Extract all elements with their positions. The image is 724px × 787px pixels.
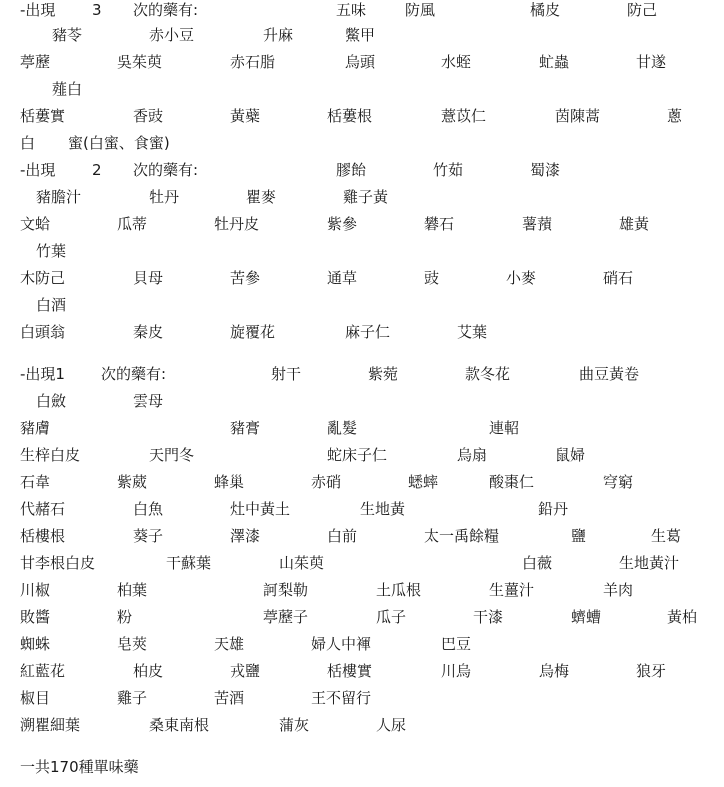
herb-name: 秦皮 — [133, 323, 164, 341]
herb-name: 溯瞿細葉 — [20, 716, 81, 734]
herb-name: 茵陳蒿 — [555, 107, 601, 125]
herb-row — [0, 581, 724, 608]
herb-name: 黃蘗 — [230, 107, 261, 125]
herb-name: 雄黃 — [619, 215, 650, 233]
herb-name: 蔥 — [667, 107, 683, 125]
herb-name: 雞子黃 — [343, 188, 389, 206]
total-count-line — [0, 758, 724, 785]
herb-name: 烏扇 — [457, 446, 488, 464]
herb-name: 生葛 — [651, 527, 682, 545]
herb-name: 巴豆 — [441, 635, 472, 653]
section-heading-line — [0, 1, 724, 28]
section-heading-text: 3 — [92, 1, 102, 19]
section-heading-line — [0, 365, 724, 392]
herb-name: 射干 — [271, 365, 302, 383]
herb-name: 通草 — [327, 269, 358, 287]
herb-name: 文蛤 — [20, 215, 51, 233]
herb-name: 蜜(白蜜、食蜜) — [68, 134, 170, 152]
herb-name: 柏葉 — [117, 581, 148, 599]
herb-name: 穹窮 — [603, 473, 634, 491]
herb-name: 苦參 — [230, 269, 261, 287]
herb-name: 生地黃汁 — [619, 554, 680, 572]
herb-name: 亂髮 — [327, 419, 358, 437]
herb-row — [0, 53, 724, 80]
herb-name: 艾葉 — [457, 323, 488, 341]
herb-name: 膠飴 — [336, 161, 367, 179]
herb-name: 甘李根白皮 — [20, 554, 96, 572]
herb-name: 栝蔞實 — [20, 107, 66, 125]
herb-name: 蜘蛛 — [20, 635, 51, 653]
herb-name: 紫參 — [327, 215, 358, 233]
herb-name: 太一禹餘糧 — [424, 527, 500, 545]
herb-name: 栝樓根 — [20, 527, 66, 545]
herb-row — [0, 527, 724, 554]
section-heading-text: 次的藥有: — [133, 1, 199, 19]
herb-name: 豬膽汁 — [36, 188, 82, 206]
herb-name: 升麻 — [263, 26, 294, 44]
herb-row — [0, 662, 724, 689]
herb-row — [0, 188, 724, 215]
herb-name: 牡丹皮 — [214, 215, 260, 233]
herb-name: 栝樓實 — [327, 662, 373, 680]
herb-name: 白斂 — [36, 392, 67, 410]
herb-name: 瞿麥 — [246, 188, 277, 206]
herb-name: 生地黃 — [360, 500, 406, 518]
herb-name: 紅藍花 — [20, 662, 66, 680]
herb-name: 川椒 — [20, 581, 51, 599]
herb-name: 蜂巢 — [214, 473, 245, 491]
herb-row — [0, 80, 724, 107]
herb-name: 鹽 — [571, 527, 587, 545]
herb-name: 鱉甲 — [345, 26, 376, 44]
section-heading-text: -出現 — [20, 1, 56, 19]
herb-name: 敗醬 — [20, 608, 51, 626]
herb-name: 紫葳 — [117, 473, 148, 491]
herb-name: 粉 — [117, 608, 133, 626]
herb-name: 干漆 — [473, 608, 504, 626]
herb-name: 防己 — [627, 1, 658, 19]
herb-row — [0, 500, 724, 527]
herb-name: 瓜蒂 — [117, 215, 148, 233]
herb-name: 石韋 — [20, 473, 51, 491]
herb-name: 豉 — [424, 269, 440, 287]
herb-name: 款冬花 — [465, 365, 511, 383]
herb-name: 干蘇葉 — [166, 554, 212, 572]
herb-name: 虻蟲 — [539, 53, 570, 71]
herb-name: 栝蔞根 — [327, 107, 373, 125]
herb-row — [0, 608, 724, 635]
herb-name: 白前 — [327, 527, 358, 545]
herb-name: 灶中黃土 — [230, 500, 291, 518]
herb-name: 牡丹 — [149, 188, 180, 206]
herb-name: 山茱萸 — [279, 554, 325, 572]
herb-row — [0, 392, 724, 419]
herb-name: 曲豆黃卷 — [579, 365, 640, 383]
herb-row — [0, 689, 724, 716]
herb-name: 桑東南根 — [149, 716, 210, 734]
section-heading-line — [0, 161, 724, 188]
herb-name: 水蛭 — [441, 53, 472, 71]
herb-name: 雞子 — [117, 689, 148, 707]
herb-name: 天雄 — [214, 635, 245, 653]
herb-name: 王不留行 — [311, 689, 372, 707]
herb-row — [0, 716, 724, 743]
herb-name: 赤石脂 — [230, 53, 276, 71]
herb-name: 白魚 — [133, 500, 164, 518]
herb-name: 蜀漆 — [530, 161, 561, 179]
herb-name: 柏皮 — [133, 662, 164, 680]
herb-name: 婦人中褌 — [311, 635, 372, 653]
herb-row — [0, 215, 724, 242]
section-heading-text: 2 — [92, 161, 102, 179]
herb-name: 生薑汁 — [489, 581, 535, 599]
herb-name: 瓜子 — [376, 608, 407, 626]
herb-name: 硝石 — [603, 269, 634, 287]
herb-name: 木防己 — [20, 269, 66, 287]
herb-name: 豬膏 — [230, 419, 261, 437]
herb-name: 白酒 — [36, 296, 67, 314]
herb-row — [0, 323, 724, 350]
herb-name: 烏頭 — [345, 53, 376, 71]
herb-row — [0, 107, 724, 134]
section-heading-text: -出現1 — [20, 365, 65, 383]
herb-name: 蒲灰 — [279, 716, 310, 734]
herb-name: 烏梅 — [539, 662, 570, 680]
herb-name: 薏苡仁 — [441, 107, 487, 125]
herb-row — [0, 242, 724, 269]
total-count-text: 一共170種單味藥 — [20, 758, 139, 776]
herb-name: 葶藶 — [20, 53, 51, 71]
herb-name: 白頭翁 — [20, 323, 66, 341]
herb-row — [0, 473, 724, 500]
herb-name: 薤白 — [52, 80, 83, 98]
herb-row — [0, 296, 724, 323]
herb-name: 薯蕷 — [522, 215, 553, 233]
herb-name: 人尿 — [376, 716, 407, 734]
herb-name: 防風 — [405, 1, 436, 19]
herb-name: 竹葉 — [36, 242, 67, 260]
herb-row — [0, 134, 724, 161]
herb-name: 貝母 — [133, 269, 164, 287]
herb-name: 五味 — [336, 1, 367, 19]
herb-row — [0, 635, 724, 662]
section-heading-text: 次的藥有: — [101, 365, 167, 383]
herb-name: 旋覆花 — [230, 323, 276, 341]
herb-name: 鉛丹 — [538, 500, 569, 518]
herb-name: 白 — [20, 134, 36, 152]
herb-name: 豬苓 — [52, 26, 83, 44]
section-heading-text: 次的藥有: — [133, 161, 199, 179]
herb-row — [0, 554, 724, 581]
herb-name: 天門冬 — [149, 446, 195, 464]
herb-name: 礬石 — [424, 215, 455, 233]
herb-name: 鼠婦 — [555, 446, 586, 464]
herb-name: 土瓜根 — [376, 581, 422, 599]
herb-row — [0, 26, 724, 53]
herb-name: 雲母 — [133, 392, 164, 410]
herb-name: 戎鹽 — [230, 662, 261, 680]
herb-name: 紫菀 — [368, 365, 399, 383]
herb-row — [0, 446, 724, 473]
herb-name: 甘遂 — [636, 53, 667, 71]
herb-name: 狼牙 — [636, 662, 667, 680]
herb-name: 黃柏 — [667, 608, 698, 626]
herb-name: 酸棗仁 — [489, 473, 535, 491]
herb-name: 川烏 — [441, 662, 472, 680]
herb-name: 苦酒 — [214, 689, 245, 707]
herb-name: 羊肉 — [603, 581, 634, 599]
herb-name: 吳茱萸 — [117, 53, 163, 71]
herb-name: 澤漆 — [230, 527, 261, 545]
herb-name: 葵子 — [133, 527, 164, 545]
herb-name: 香豉 — [133, 107, 164, 125]
herb-name: 連軺 — [489, 419, 520, 437]
herb-name: 麻子仁 — [345, 323, 391, 341]
herb-name: 代赭石 — [20, 500, 66, 518]
herb-name: 豬膚 — [20, 419, 51, 437]
herb-name: 訶梨勒 — [263, 581, 309, 599]
herb-name: 白薇 — [522, 554, 553, 572]
herb-name: 蛇床子仁 — [327, 446, 388, 464]
herb-name: 赤硝 — [311, 473, 342, 491]
herb-name: 小麥 — [506, 269, 537, 287]
herb-row — [0, 269, 724, 296]
herb-name: 竹茹 — [433, 161, 464, 179]
herb-name: 橘皮 — [530, 1, 561, 19]
herb-name: 蠐螬 — [571, 608, 602, 626]
herb-name: 赤小豆 — [149, 26, 195, 44]
herb-name: 椒目 — [20, 689, 51, 707]
herb-name: 皂莢 — [117, 635, 148, 653]
herb-name: 生梓白皮 — [20, 446, 81, 464]
herb-name: 葶藶子 — [263, 608, 309, 626]
herb-name: 蟋蟀 — [408, 473, 439, 491]
herb-row — [0, 419, 724, 446]
section-heading-text: -出現 — [20, 161, 56, 179]
